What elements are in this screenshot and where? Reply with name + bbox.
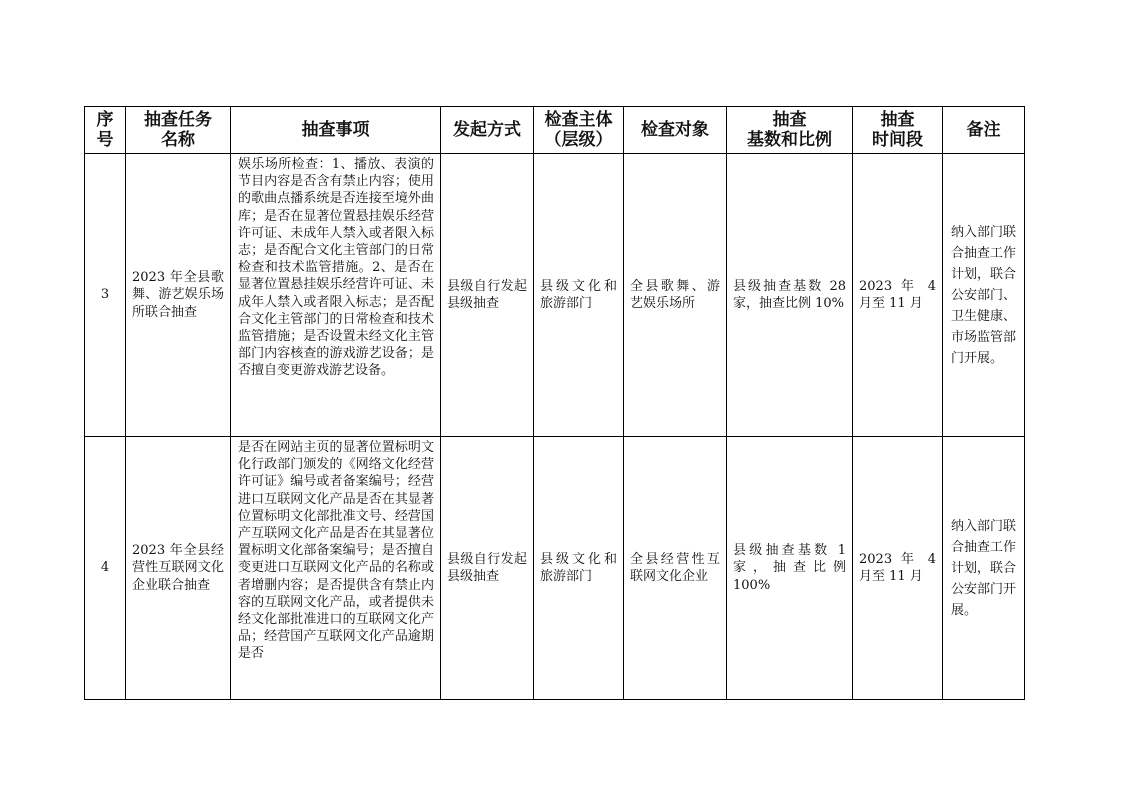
header-no: 序 号 [85,107,126,154]
cell-ratio: 县级抽查基数 1 家，抽查比例 100% [727,437,853,700]
cell-items [231,437,441,700]
inspection-table [84,106,1025,700]
cell-items-text: 是否在网站主页的显著位置标明文化行政部门颁发的《网络文化经营许可证》编号或者备案编号；经营进口互联网文化产品是否在其显著位置标明文化部批准文号、经营国产互联网文化产品是否在其显著位置标明文化部备案编号；是否擅自变更进口互联网文化产品的名称或者增删内容；是否提供含有禁止内容的互联网文化产品，或者提供未经文化部批准进口的互联网文化产品；经营国产互联网文化产品逾期是否 [238,440,434,662]
header-task: 抽查任务 名称 [126,107,231,154]
header-ratio: 抽查 基数和比例 [727,107,853,154]
header-period: 抽查 时间段 [853,107,943,154]
cell-period: 2023 年 4 月至 11 月 [853,437,943,700]
cell-task: 2023 年全县歌舞、游艺娱乐场所联合抽查 [126,154,231,437]
table-row [85,437,1025,700]
header-method: 发起方式 [441,107,534,154]
cell-ratio: 县级抽查基数 28 家，抽查比例 10% [727,154,853,437]
cell-method: 县级自行发起县级抽查 [441,154,534,437]
cell-task: 2023 年全县经营性互联网文化企业联合抽查 [126,437,231,700]
cell-remark: 纳入部门联合抽查工作计划，联合公安部门开展。 [943,437,1025,700]
cell-remark: 纳入部门联合抽查工作计划，联合公安部门、卫生健康、市场监管部门开展。 [943,154,1025,437]
header-items: 抽查事项 [231,107,441,154]
cell-no: 4 [85,437,126,700]
cell-period: 2023 年 4 月至 11 月 [853,154,943,437]
cell-subject: 县级文化和旅游部门 [534,437,624,700]
cell-method: 县级自行发起县级抽查 [441,437,534,700]
cell-no: 3 [85,154,126,437]
cell-target: 全县经营性互联网文化企业 [624,437,727,700]
cell-subject: 县级文化和旅游部门 [534,154,624,437]
table-row [85,154,1025,437]
header-subject: 检查主体 （层级） [534,107,624,154]
cell-items: 娱乐场所检查：1、播放、表演的节目内容是否含有禁止内容；使用的歌曲点播系统是否连接至境外曲库；是否在显著位置悬挂娱乐经营许可证、未成年人禁入或者限入标志；是否配合文化主管部门的日常检查和技术监管措施。2、是否在显著位置悬挂娱乐经营许可证、未成年人禁入或者限入标志；是否配合文化主管部门的日常检查和技术监管措施；是否设置未经文化主管部门内容核查的游戏游艺设备；是否擅自变更游戏游艺设备。 [231,154,441,437]
header-remark: 备注 [943,107,1025,154]
cell-target: 全县歌舞、游艺娱乐场所 [624,154,727,437]
header-target: 检查对象 [624,107,727,154]
header-row [85,107,1025,154]
